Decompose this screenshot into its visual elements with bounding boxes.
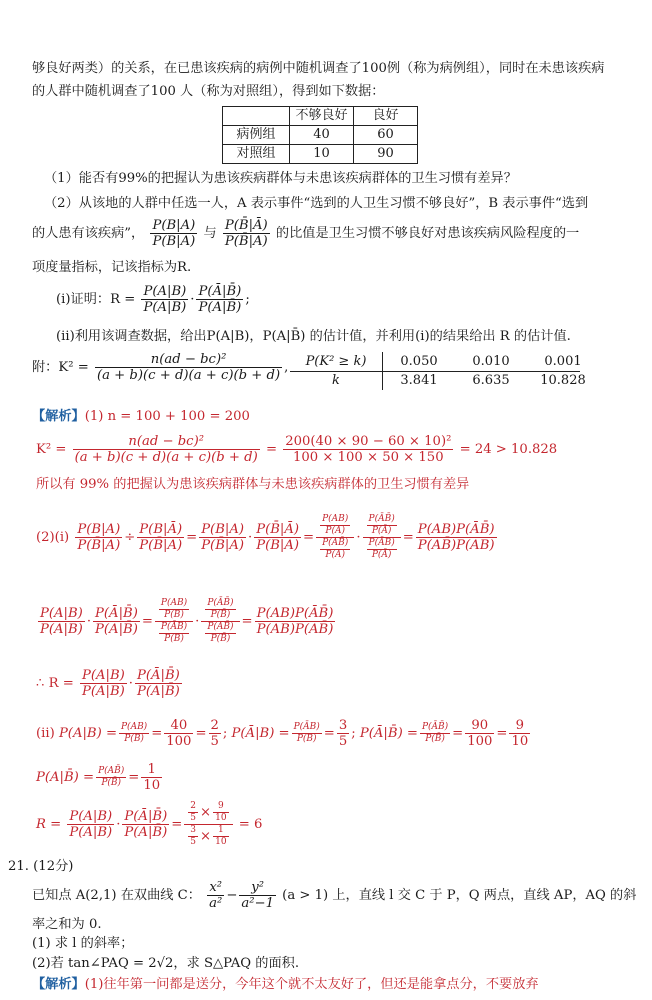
k-calc-num: 200(40 × 90 − 60 × 10)² [285, 434, 452, 449]
problem-21-title: 21. (12分) [8, 859, 74, 874]
k-formula-red [73, 434, 260, 465]
ratio-fraction-2: $\frac{P(B̄|Ā)}{P(B̄|A)}$ [224, 218, 268, 249]
k-table-cell: 0.010 [472, 354, 510, 369]
intro-line-1: 够良好两类）的关系，在已患该疾病的病例中随机调查了100例（称为病例组），同时在未患该疾病 [32, 61, 605, 76]
table-row [223, 145, 418, 164]
nested-frac-4: $\frac{\frac{P(ĀB̄)}{P(B̄)}}{\frac{P(AB̄)}{P(B̄)}}$ [201, 598, 239, 645]
k-table-head-2: k [290, 371, 383, 390]
k-formula-den: (a + b)(c + d)(a + c)(b + d) [96, 368, 281, 383]
solution-tag: 【解析】 [32, 409, 85, 424]
therefore-label: ∴ R = [36, 676, 74, 691]
problem-21-line-1: 已知点 A(2,1) 在双曲线 C： $\frac{\text{x²}}{\text{a²}}$ − $\frac{\text{y²}}{\text{a²−1}}$ (a > 1) 上，直线 l 交 C 于 P，Q 两点，直线 AP，AQ 的斜 [32, 880, 637, 911]
table-cell: 良好 [354, 107, 418, 126]
k-result: = 24 > 10.828 [459, 442, 558, 457]
question-2-i: (ⅰ)证明：R = $\frac{P(A|B)}{P(Ā|B)}$ · $\frac{P(Ā|B̄)}{P(A|B̄)}$ ; [56, 284, 250, 315]
question-2-line-3: 项度量指标，记该指标为R. [32, 260, 192, 275]
question-2-line-2 [32, 212, 579, 256]
sol2-ii-label: (ⅱ) [36, 726, 55, 741]
solution-final-r: R = $\frac{P(A|B)}{P(Ā|B)}$ · $\frac{P(Ā|B̄)}{P(A|B̄)}$ = $\frac{2}{5}$ × $\frac{9}{10}$ $\frac{3}{5}$ × $\frac{1}{10}$ = 6 [36, 801, 263, 847]
solution-1-k: K² = $\frac{\text{n(ad − bc)²}}{(a + b)(c + d)(a + c)(b + d)}$ = $\frac{\text{200(40 × 90 − 60 × 10)²}}{100 \times 100 \times 50 \times 150}$ = 24 > 10.828 [36, 434, 558, 465]
solution-2-i: (2)(ⅰ) $\frac{P(B|A)}{P(B̄|A)}$ ÷ $\frac{P(B|Ā)}{P(B̄|Ā)}$ = $\frac{P(B|A)}{P(B̄|A)}$ · $\frac{P(B̄|Ā)}{P(B|Ā)}$ = $\frac{\frac{P(AB)}{P(A)}}{\frac{P(AB̄)}{P(A)}}$ · $\frac{\frac{P(ĀB̄)}{P(Ā)}}{\frac{P(ĀB)}{P(Ā)}}$ = $\frac{P(AB)P(ĀB̄)}{P(AB̄)P(ĀB)}$ [36, 514, 495, 560]
k-table-cell: 6.635 [472, 373, 510, 388]
final-value: = 6 [238, 817, 263, 832]
k-label: K² = [36, 442, 67, 457]
k-table-divider [290, 371, 580, 372]
table-cell: 40 [290, 126, 354, 145]
table-cell: 90 [354, 145, 418, 164]
appendix: 附：K² = $\frac{\text{n(ad − bc)²}}{(a + b)(c + d)(a + c)(b + d)}$ , [32, 352, 289, 383]
k-table-cell: 0.050 [400, 354, 438, 369]
k-table-head-1: P(K² ≥ k) [290, 352, 383, 371]
q21-text-a: 已知点 A(2,1) 在双曲线 C： [32, 888, 201, 903]
k-table-cell: 0.001 [544, 354, 582, 369]
problem-21-line-2: 率之和为 0. [32, 917, 102, 932]
solution-2-r: $\frac{P(A|B)}{P(Ā|B)}$ · $\frac{P(Ā|B̄)}{P(A|B̄)}$ = $\frac{\frac{P(AB)}{P(B)}}{\frac{P(ĀB)}{P(B)}}$ · $\frac{\frac{P(ĀB̄)}{P(B̄)}}{\frac{P(AB̄)}{P(B̄)}}$ = $\frac{P(AB)P(ĀB̄)}{P(ĀB)P(AB̄)}$ [40, 598, 334, 644]
k-formula [95, 352, 282, 383]
table-cell: 60 [354, 126, 418, 145]
q21-text-b: (a > 1) 上，直线 l 交 C 于 P，Q 两点，直线 AP，AQ 的斜 [282, 888, 637, 903]
k-table-cell: 10.828 [540, 373, 586, 388]
intro-line-2: 的人群中随机调查了100 人（称为对照组），得到如下数据： [32, 84, 385, 99]
q2-i-label: (ⅰ)证明：R = [56, 292, 136, 307]
r-fraction-1: $\frac{P(A|B)}{P(Ā|B)}$ [143, 284, 187, 315]
nested-frac-3: $\frac{\frac{P(AB)}{P(B)}}{\frac{P(ĀB)}{P(B)}}$ [155, 598, 193, 645]
problem-21-solution [32, 976, 539, 994]
q2-text-c: 的比值是卫生习惯不够良好对患该疾病风险程度的一 [275, 226, 580, 241]
table-row [223, 107, 418, 126]
sol2-i-label: (2)(ⅰ) [36, 530, 70, 545]
solution-2-ii-b: P(A|B̄) = $\frac{P(AB̄)}{P(B̄)}$ = $\frac{1}{10}$ [36, 762, 161, 793]
table-cell: 病例组 [223, 126, 290, 145]
k-calc-den: 100 × 100 × 50 × 150 [292, 450, 444, 465]
q2-text-a: 的人患有该疾病”， [32, 226, 145, 241]
question-1: （1）能否有99%的把握认为患该疾病群体与未患该疾病群体的卫生习惯有差异？ [44, 171, 517, 186]
k-calculation [283, 434, 453, 465]
q21-solution-text: (1)往年第一问都是送分，今年这个就不太友好了，但还是能拿点分，不要放弃 [84, 977, 539, 992]
q2-text-b: 与 [203, 226, 217, 241]
solution-1-conclusion: 所以有 99% 的把握认为患该疾病群体与未患该疾病群体的卫生习惯有差异 [36, 477, 470, 492]
table-row [223, 126, 418, 145]
table-cell: 不够良好 [290, 107, 354, 126]
k-formula-red-den: (a + b)(c + d)(a + c)(b + d) [74, 450, 258, 465]
problem-21-sub-2: (2)若 tan∠PAQ = 2√2，求 S△PAQ 的面积. [32, 956, 300, 971]
k-formula-num: n(ad − bc)² [95, 352, 282, 368]
problem-21-sub-1: (1) 求 l 的斜率； [32, 936, 134, 951]
r-fraction-2: $\frac{P(Ā|B̄)}{P(A|B̄)}$ [198, 284, 242, 315]
k-formula-red-num: n(ad − bc)² [73, 434, 260, 450]
appendix-label: 附：K² = [32, 360, 89, 375]
ratio-fraction-1: $\frac{P(B|A)}{P(B|Ā)}$ [152, 218, 196, 249]
solution-1 [32, 408, 250, 426]
solution-2-ii: (ⅱ) P(A|B) = $\frac{P(AB)}{P(B)}$ = $\frac{40}{100}$ = $\frac{2}{5}$ ; P(Ā|B) = $\frac{P(ĀB)}{P(B)}$ = $\frac{3}{5}$ ; P(Ā|B̄) = $\frac{P(ĀB̄)}{P(B̄)}$ = $\frac{90}{100}$ = $\frac{9}{10}$ [36, 718, 529, 749]
table-cell [223, 107, 290, 126]
solution-1-text: (1) n = 100 + 100 = 200 [84, 409, 250, 424]
nested-frac-1: $\frac{\frac{P(AB)}{P(A)}}{\frac{P(AB̄)}{P(A)}}$ [316, 514, 354, 561]
therefore-r: ∴ R = $\frac{P(A|B)}{P(Ā|B)}$ · $\frac{P(Ā|B̄)}{P(A|B̄)}$ [36, 668, 180, 699]
question-2-line-1: （2）从该地的人群中任选一人，A 表示事件“选到的人卫生习惯不够良好”，B 表示事件“选到 [44, 196, 589, 211]
nested-frac-2: $\frac{\frac{P(ĀB̄)}{P(Ā)}}{\frac{P(ĀB)}{P(Ā)}}$ [363, 514, 401, 561]
table-cell: 10 [290, 145, 354, 164]
data-table [222, 106, 418, 164]
table-cell: 对照组 [223, 145, 290, 164]
k-table-cell: 3.841 [400, 373, 438, 388]
solution-tag-2: 【解析】 [32, 977, 85, 992]
question-2-ii: (ⅱ)利用该调查数据，给出P(A|B)，P(A|B̄) 的估计值，并利用(ⅰ)的结果给出 R 的估计值. [56, 329, 571, 344]
